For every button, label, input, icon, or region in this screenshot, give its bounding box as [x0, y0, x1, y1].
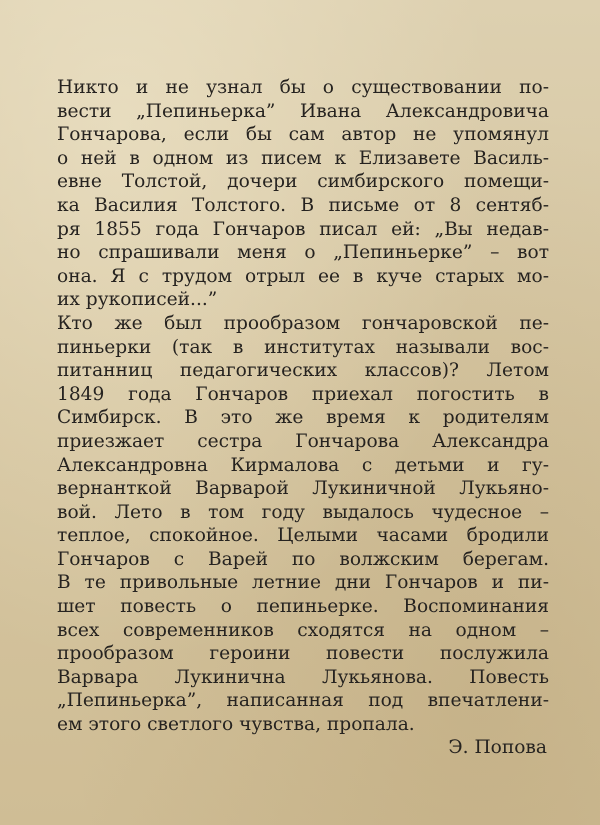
text-line: 1849 года Гончаров приехал погостить в: [57, 383, 549, 405]
text-line: В те привольные летние дни Гончаров и пи-: [57, 572, 549, 594]
text-line: вой. Лето в том году выдалось чудесное –: [57, 501, 549, 523]
text-line: шет повесть о пепиньерке. Воспоминания: [57, 596, 549, 618]
text-line: ря 1855 года Гончаров писал ей: „Вы недав-: [57, 218, 549, 240]
text-line: Кто же был прообразом гончаровской пе-: [57, 312, 549, 334]
text-line: питанниц педагогических классов)? Летом: [57, 360, 549, 382]
text-line: теплое, спокойное. Целыми часами бродили: [57, 525, 549, 547]
text-line: вернанткой Варварой Лукиничной Лукьяно-: [57, 478, 549, 500]
text-line: Варвара Лукинична Лукьянова. Повесть: [57, 666, 549, 688]
text-line: пиньерки (так в институтах называли вос-: [57, 336, 549, 358]
author-signature: Э. Попова: [448, 737, 547, 758]
text-line: о ней в одном из писем к Елизавете Василь-: [57, 147, 549, 169]
text-line: но спрашивали меня о „Пепиньерке” – вот: [57, 242, 549, 264]
paragraph-2: [57, 312, 549, 737]
text-line: ка Василия Толстого. В письме от 8 сентяб-: [57, 194, 549, 216]
text-line: Александровна Кирмалова с детьми и гу-: [57, 454, 549, 476]
text-line: всех современников сходятся на одном –: [57, 619, 549, 641]
paragraph-1: [57, 76, 549, 312]
text-line: их рукописей...”: [57, 289, 218, 311]
article-text: [57, 76, 549, 737]
text-line: Никто и не узнал бы о существовании по-: [57, 77, 549, 98]
text-line: прообразом героини повести послужила: [57, 643, 549, 665]
text-line: Гончаров с Варей по волжским берегам.: [57, 548, 549, 570]
text-line: евне Толстой, дочери симбирского помещи-: [57, 171, 549, 193]
text-line: Гончарова, если бы сам автор не упомянул: [57, 124, 549, 146]
text-line: приезжает сестра Гончарова Александра: [57, 430, 549, 452]
text-line: вести „Пепиньерка” Ивана Александровича: [57, 100, 549, 122]
text-line: ем этого светлого чувства, пропала.: [57, 714, 415, 736]
text-line: „Пепиньерка”, написанная под впечатлени-: [57, 690, 549, 712]
text-line: Симбирск. В это же время к родителям: [57, 407, 549, 429]
text-line: она. Я с трудом отрыл ее в куче старых мо-: [57, 265, 549, 287]
